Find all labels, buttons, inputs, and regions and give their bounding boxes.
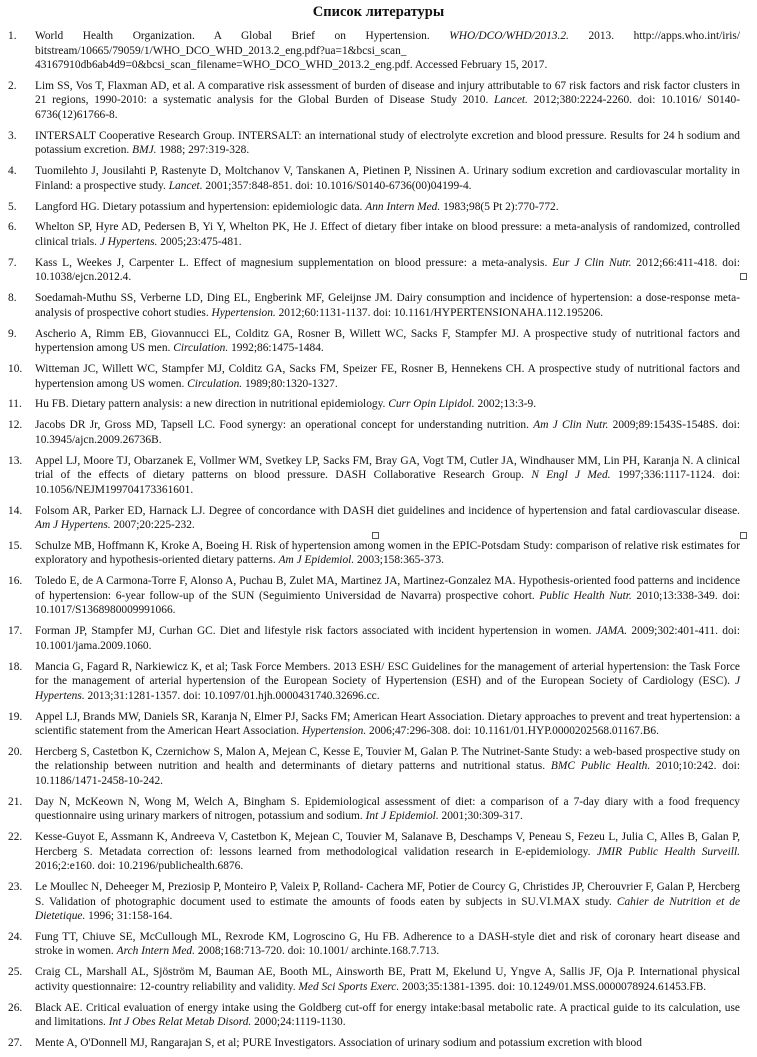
reference-details: 2010;13:338-349. doi: 10.1017/S1368980009991066. <box>35 589 741 617</box>
reference-text: Witteman JC, Willett WC, Stampfer MJ, Colditz GA, Sacks FM, Speizer FE, Rosner B, Hennekens CH. A prospective study of nutritional factors and hypertension among US women. <box>35 363 740 390</box>
reference-text: Craig CL, Marshall AL, Sjöström M, Bauman AE, Booth ML, Ainsworth BE, Pratt M, Ekelund U, Yngve A, Sallis JF, Oja P. International physical activity questionnaire: 12-country reliability and validity. <box>35 966 740 993</box>
list-item <box>0 164 757 193</box>
list-item <box>0 930 757 959</box>
reference-number: 16. <box>8 575 23 588</box>
reference-number: 13. <box>8 454 23 467</box>
reference-journal: J Hypertens. <box>99 235 158 248</box>
reference-details: 1988; 297:319-328. <box>156 144 250 157</box>
reference-number: 14. <box>8 504 23 517</box>
reference-journal: WHO/DCO/WHD/2013.2. <box>449 30 569 42</box>
list-item <box>0 660 757 704</box>
reference-text: Mente A, O'Donnell MJ, Rangarajan S, et al; PURE Investigators. Association of urinary sodium and potassium excretion with blood <box>35 1037 642 1050</box>
reference-number: 21. <box>8 795 23 808</box>
list-item <box>0 362 757 391</box>
reference-text: Forman JP, Stampfer MJ, Curhan GC. Diet and lifestyle risk factors associated with incident hypertension in women. <box>35 625 596 638</box>
list-item <box>0 965 757 994</box>
reference-journal: BMC Public Health. <box>550 760 651 773</box>
reference-text: Fung TT, Chiuve SE, McCullough ML, Rexrode KM, Logroscino G, Hu FB. Adherence to a DASH-style diet and risk of coronary heart disease and stroke in women. <box>35 930 740 958</box>
list-item <box>0 880 757 924</box>
reference-journal: N Engl J Med. <box>531 469 611 482</box>
list-item <box>0 1001 757 1030</box>
reference-details: 2009;302:401-411. doi: 10.1001/jama.2009.1060. <box>35 625 740 652</box>
reference-details: 2001;357:848-851. doi: 10.1016/S0140-6736(00)04199-4. <box>202 179 472 192</box>
reference-details: 2005;23:475-481. <box>157 235 242 248</box>
reference-journal: Int J Epidemiol. <box>365 810 439 823</box>
reference-number: 18. <box>8 660 23 673</box>
reference-journal: J Hypertens. <box>35 675 740 702</box>
reference-details: 2003;158:365-373. <box>354 554 445 567</box>
list-item <box>0 539 757 568</box>
reference-number: 5. <box>8 200 17 213</box>
list-item <box>0 220 757 249</box>
list-item <box>0 79 757 123</box>
reference-journal: Am J Hypertens. <box>35 519 111 532</box>
list-item <box>0 291 757 320</box>
reference-text: Whelton SP, Hyre AD, Pedersen B, Yi Y, Whelton PK, He J. Effect of dietary fiber intake on blood pressure: a meta-analysis of randomized, controlled clinical trials. <box>35 221 740 248</box>
list-item <box>0 29 757 73</box>
reference-text: Soedamah-Muthu SS, Verberne LD, Ding EL, Engberink MF, Geleijnse JM. Dairy consumption and incidence of hypertension: a dose-response meta-analysis of prospective cohort studies. <box>35 292 740 319</box>
reference-details: 2013;31:1281-1357. doi: 10.1097/01.hjh.0000431740.32696.cc. <box>84 689 380 702</box>
reference-number: 17. <box>8 625 23 638</box>
reference-number: 27. <box>8 1037 23 1050</box>
reference-details: 2000;24:1119-1130. <box>251 1016 346 1029</box>
reference-number: 26. <box>8 1001 23 1014</box>
reference-journal: JMIR Public Health Surveill. <box>596 845 740 858</box>
page-title: Список литературы <box>312 4 445 20</box>
list-item <box>0 830 757 874</box>
reference-text: INTERSALT Cooperative Research Group. INTERSALT: an international study of electrolyte excretion and blood pressure. Results for 24 h sodium and potassium excretion. <box>35 129 740 157</box>
reference-text: Appel LJ, Brands MW, Daniels SR, Karanja N, Elmer PJ, Sacks FM; American Heart Association. Dietary approaches to prevent and treat hypertension: a scientific statement from the American Heart Association. <box>35 710 740 738</box>
reference-number: 25. <box>8 966 23 979</box>
reference-journal: Ann Intern Med. <box>365 200 441 213</box>
reference-journal: Hypertension. <box>211 306 276 319</box>
reference-details: 1983;98(5 Pt 2):770-772. <box>440 200 559 213</box>
reference-journal: Circulation. <box>173 342 229 355</box>
reference-details: 1992;86:1475-1484. <box>228 342 324 355</box>
reference-details: 2003;35:1381-1395. doi: 10.1249/01.MSS.0000078924.61453.FB. <box>399 980 707 993</box>
reference-journal: Lancet. <box>494 94 528 107</box>
reference-journal: Cahier de Nutrition et de Dietetique. <box>35 895 740 923</box>
placeholder-square-icon <box>372 532 379 539</box>
reference-number: 3. <box>8 129 17 142</box>
reference-journal: Lancet. <box>168 179 203 192</box>
reference-text: Le Moullec N, Deheeger M, Preziosip P, Monteiro P, Valeix P, Rolland- Cachera MF, Potier de Courcy G, Christides JP, Cherouvrier F, Galan P, Hercberg S. Validation of photographic document used to estimate the amounts of foods eaten by subjects in SU.VI.MAX study. <box>35 881 740 908</box>
reference-number: 24. <box>8 930 23 943</box>
reference-number: 11. <box>8 398 22 411</box>
reference-details: 1996; 31:158-164. <box>85 910 173 923</box>
reference-number: 1. <box>8 30 17 42</box>
list-item <box>0 397 757 412</box>
reference-number: 8. <box>8 292 17 305</box>
reference-details: 2001;30:309-317. <box>438 810 523 823</box>
list-item <box>0 129 757 158</box>
list-item <box>0 745 757 789</box>
reference-number: 20. <box>8 745 23 758</box>
reference-journal: Curr Opin Lipidol. <box>388 398 475 411</box>
reference-details: 2008;168:713-720. doi: 10.1001/ archinte.168.7.713. <box>194 945 440 958</box>
reference-details: 1997;336:1117-1124. doi: 10.1056/NEJM199704173361601. <box>35 469 740 496</box>
list-item <box>0 795 757 824</box>
list-item <box>0 1036 757 1051</box>
reference-text: Ascherio A, Rimm EB, Giovannucci EL, Colditz GA, Rosner B, Willett WC, Sacks F, Stampfer MJ. A prospective study of nutritional factors and hypertension among US men. <box>35 327 740 355</box>
list-item <box>0 200 757 215</box>
reference-text: Langford HG. Dietary potassium and hypertension: epidemiologic data. <box>35 200 366 213</box>
reference-text: Hercberg S, Castetbon K, Czernichow S, Malon A, Mejean C, Kesse E, Touvier M, Galan P. The Nutrinet-Sante Study: a web-based prospective study on the relationship between nutrition and health and determinants of dietary patterns and nutritional status. <box>35 745 740 773</box>
reference-number: 12. <box>8 419 23 432</box>
reference-journal: Circulation. <box>187 377 243 390</box>
list-item <box>0 710 757 739</box>
reference-text: Hu FB. Dietary pattern analysis: a new direction in nutritional epidemiology. <box>35 398 389 411</box>
reference-journal: Public Health Nutr. <box>539 589 632 602</box>
reference-details: 2010;10:242. doi: 10.1186/1471-2458-10-242. <box>35 760 740 787</box>
reference-details: 2006;47:296-308. doi: 10.1161/01.HYP.0000202568.01167.B6. <box>366 725 659 738</box>
reference-journal: JAMA. <box>595 625 628 638</box>
reference-journal: Hypertension. <box>301 725 367 738</box>
reference-text: Toledo E, de A Carmona-Torre F, Alonso A, Puchau B, Zulet MA, Martinez JA, Martinez-Gonzalez MA. Hypothesis-oriented food patterns and incidence of hypertension: 6-year follow-up of the SUN (Seguimiento Universidad de Navarra) prospective cohort. <box>35 575 740 602</box>
reference-number: 4. <box>8 165 17 178</box>
reference-text: Lim SS, Vos T, Flaxman AD, et al. A comparative risk assessment of burden of disease and injury attributable to 67 risk factors and risk factor clusters in 21 regions, 1990-2010: a systematic analysis for the Global Burden of Disease Study 2010. <box>35 79 740 107</box>
reference-number: 15. <box>8 539 23 552</box>
reference-number: 23. <box>8 881 23 894</box>
reference-journal: BMJ. <box>132 144 157 157</box>
reference-number: 10. <box>8 363 23 376</box>
reference-text: Kesse-Guyot E, Assmann K, Andreeva V, Castetbon K, Mejean C, Touvier M, Salanave B, Deschamps V, Peneau S, Fezeu L, Julia C, Alles B, Galan P, Hercberg S. Metadata correction of: lessons learned from methodological validation research in E-epidemiology. <box>35 831 740 858</box>
reference-text: Tuomilehto J, Jousilahti P, Rastenyte D, Moltchanov V, Tanskanen A, Pietinen P, Nissinen A. Urinary sodium excretion and cardiovascular mortality in Finland: a prospective study. <box>35 165 740 192</box>
reference-details: 2012;380:2224-2260. doi: 10.1016/ S0140-6736(12)61766-8. <box>35 94 740 121</box>
reference-text: Schulze MB, Hoffmann K, Kroke A, Boeing H. Risk of hypertension among women in the EPIC-Potsdam Study: comparison of relative risk estimates for exploratory and hypothesis-oriented dietary patterns. <box>35 539 740 567</box>
list-item <box>0 624 757 653</box>
reference-details: 2013. http://apps.who.int/iris/ bitstream/10665/79059/1/WHO_DCO_WHD_2013.2_eng.pdf?ua=1&bcsi_scan_ 43167910db6ab4d9=0&bcsi_scan_filename=WHO_DCO_WHD_2013.2_eng.pdf. Accessed February 15, 2017. <box>35 30 740 71</box>
reference-list <box>0 29 757 1057</box>
reference-details: 1989;80:1320-1327. <box>242 377 338 390</box>
reference-text: World Health Organization. A Global Brief on Hypertension. <box>35 30 450 42</box>
reference-text: Mancia G, Fagard R, Narkiewicz K, et al; Task Force Members. 2013 ESH/ ESC Guidelines for the management of arterial hypertension: the Task Force for the management of arterial hypertension of the European Society of Hypertension (ESH) and of the European Society of Cardiology (ESC). <box>35 660 740 688</box>
reference-journal: Am J Clin Nutr. <box>533 419 609 432</box>
reference-number: 22. <box>8 831 23 844</box>
reference-number: 2. <box>8 79 17 92</box>
reference-details: 2009;89:1543S-1548S. doi: 10.3945/ajcn.2009.26736B. <box>35 419 740 446</box>
placeholder-square-icon <box>740 273 747 280</box>
list-item <box>0 256 757 285</box>
list-item <box>0 574 757 618</box>
reference-text: Jacobs DR Jr, Gross MD, Tapsell LC. Food synergy: an operational concept for understanding nutrition. <box>35 419 534 432</box>
reference-journal: Int J Obes Relat Metab Disord. <box>108 1016 252 1029</box>
reference-number: 9. <box>8 327 17 340</box>
reference-journal: Am J Epidemiol. <box>278 554 355 567</box>
reference-journal: Med Sci Sports Exerc. <box>298 980 400 993</box>
list-item <box>0 327 757 356</box>
reference-number: 7. <box>8 256 17 269</box>
reference-text: Kass L, Weekes J, Carpenter L. Effect of magnesium supplementation on blood pressure: a meta-analysis. <box>35 256 553 269</box>
reference-text: Day N, McKeown N, Wong M, Welch A, Bingham S. Epidemiological assessment of diet: a comparison of a 7-day diary with a food frequency questionnaire using urinary markers of nitrogen, potassium and sodium. <box>35 795 740 823</box>
reference-details: 2002;13:3-9. <box>474 398 537 411</box>
list-item <box>0 504 757 533</box>
reference-journal: Arch Intern Med. <box>116 945 195 958</box>
reference-details: 2012;60:1131-1137. doi: 10.1161/HYPERTENSIONAHA.112.195206. <box>275 306 604 319</box>
placeholder-square-icon <box>740 532 747 539</box>
list-item <box>0 454 757 498</box>
reference-details: 2016;2:e160. doi: 10.2196/publichealth.6876. <box>35 860 244 873</box>
reference-text: Folsom AR, Parker ED, Harnack LJ. Degree of concordance with DASH diet guidelines and incidence of hypertension and fatal cardiovascular disease. <box>35 504 740 517</box>
reference-details: 2007;20:225-232. <box>110 519 195 532</box>
list-item <box>0 418 757 447</box>
reference-text: Black AE. Critical evaluation of energy intake using the Goldberg cut-off for energy intake:basal metabolic rate. A practical guide to its calculation, use and limitations. <box>35 1001 740 1029</box>
reference-details: 2012;66:411-418. doi: 10.1038/ejcn.2012.4. <box>35 256 741 284</box>
reference-number: 6. <box>8 221 17 234</box>
reference-number: 19. <box>8 710 23 723</box>
reference-journal: Eur J Clin Nutr. <box>552 256 632 269</box>
reference-text: Appel LJ, Moore TJ, Obarzanek E, Vollmer WM, Svetkey LP, Sacks FM, Bray GA, Vogt TM, Cutler JA, Windhauser MM, Lin PH, Karanja N. A clinical trial of the effects of dietary patterns on blood pressure. DASH Collaborative Research Group. <box>35 454 740 482</box>
